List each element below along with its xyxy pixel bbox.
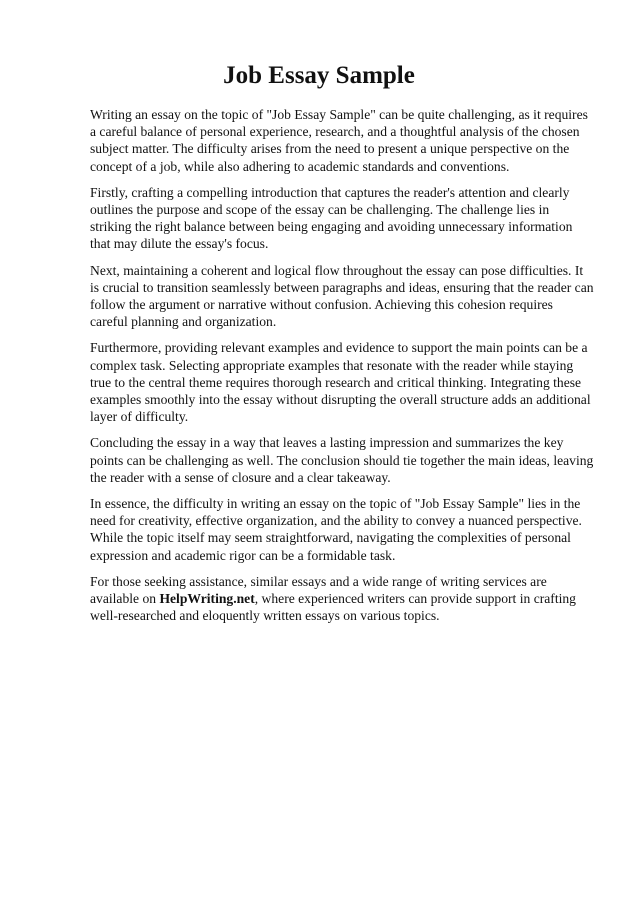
- closing-text-after: , where experienced writers can provide support in crafting well-researched and eloquently written essays on various topics.: [90, 591, 576, 624]
- paragraph-flow: Next, maintaining a coherent and logical flow throughout the essay can pose difficulties. It is crucial to transition seamlessly between paragraphs and ideas, ensuring that the reader can follow the argument or narrative without confusion. Achieving this cohesion requires careful planning and organization.: [90, 262, 594, 330]
- essay-body: [90, 106, 594, 633]
- closing-text-before: For those seeking assistance, similar essays and a wide range of writing services are available on: [90, 573, 547, 607]
- paragraph-introduction-challenge: Firstly, crafting a compelling introduction that captures the reader's attention and clearly outlines the purpose and scope of the essay can be challenging. The challenge lies in striking the right balance between being engaging and avoiding unnecessary information that may dilute the essay's focus.: [90, 184, 573, 252]
- brand-name: HelpWriting.net: [159, 591, 255, 607]
- paragraph-essence: In essence, the difficulty in writing an essay on the topic of "Job Essay Sample" lies in the need for creativity, effective organization, and the ability to convey a nuanced perspective. While the topic itself may seem straightforward, navigating the complexities of personal expression and academic rigor can be a formidable task.: [90, 496, 582, 563]
- paragraph-conclusion: Concluding the essay in a way that leaves a lasting impression and summarizes the key points can be challenging as well. The conclusion should tie together the main ideas, leaving the reader with a sense of closure and a clear takeaway.: [90, 435, 594, 485]
- paragraph-examples: Furthermore, providing relevant examples and evidence to support the main points can be a complex task. Selecting appropriate examples that resonate with the reader while staying true to the central theme requires thorough research and critical thinking. Integrating these examples smoothly into the essay without disrupting the overall structure adds an additional layer of difficulty.: [90, 340, 591, 425]
- paragraph-intro: Writing an essay on the topic of "Job Essay Sample" can be quite challenging, as it requires a careful balance of personal experience, research, and a thoughtful analysis of the chosen subject matter. The difficulty arises from the need to present a unique perspective on the concept of a job, while also adhering to academic standards and conventions.: [90, 107, 588, 174]
- paragraph-closing: [90, 573, 594, 625]
- page-title: Job Essay Sample: [223, 62, 415, 89]
